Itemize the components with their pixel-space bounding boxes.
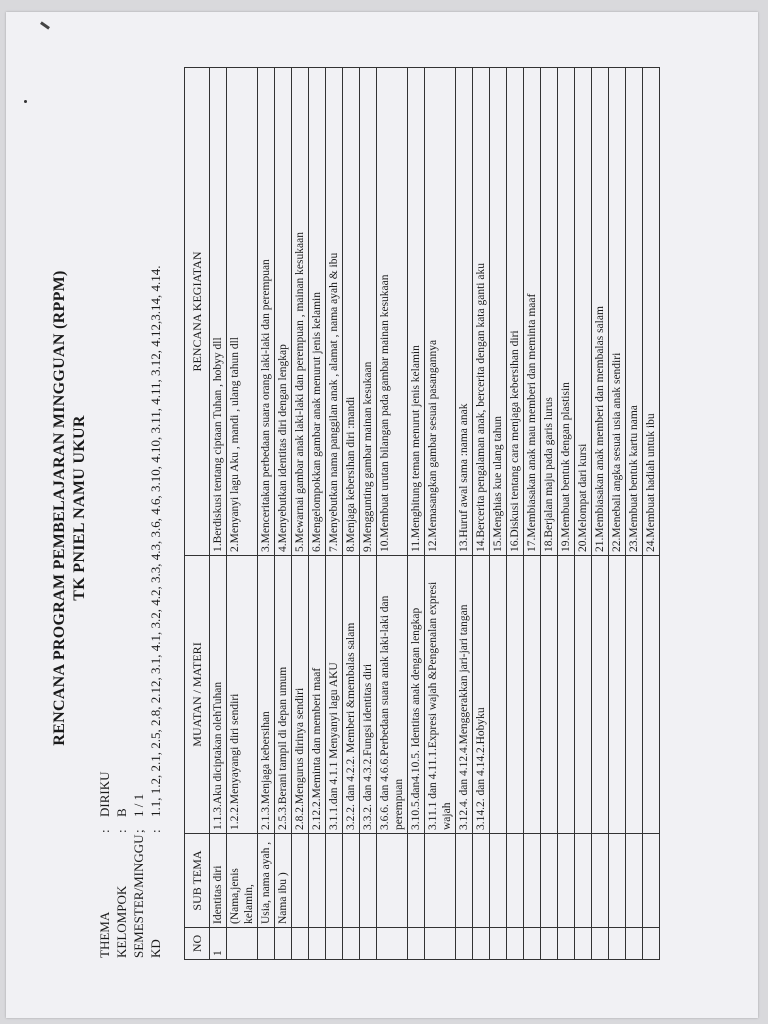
table-row [490, 68, 507, 960]
header-sub-tema: SUB TEMA [185, 834, 210, 928]
table-row [456, 68, 473, 960]
table-row [343, 68, 360, 960]
cell-sub-tema: Usia, nama ayah , [258, 834, 275, 928]
table-row [227, 68, 258, 960]
cell-muatan: 1.2.2.Menyayangi diri sendiri [227, 556, 258, 834]
table-row [541, 68, 558, 960]
cell-no [377, 928, 408, 960]
table-row [473, 68, 490, 960]
cell-sub-tema [490, 834, 507, 928]
cell-kegiatan: 1.Berdiskusi tentang ciptaan Tuhan , hobyy dll [210, 68, 227, 556]
cell-sub-tema [408, 834, 425, 928]
meta-val: DIRIKU [97, 771, 112, 817]
table-row [575, 68, 592, 960]
cell-sub-tema [326, 834, 343, 928]
cell-muatan: 1.1.3.Aku diciptakan olehTuhan [210, 556, 227, 834]
cell-no [456, 928, 473, 960]
cell-sub-tema [473, 834, 490, 928]
header-rencana-kegiatan: RENCANA KEGIATAN [185, 68, 210, 556]
cell-sub-tema [309, 834, 326, 928]
cell-sub-tema [524, 834, 541, 928]
cell-kegiatan: 11.Menghitung teman menurut jenis kelamin [408, 68, 425, 556]
cell-kegiatan: 13.Huruf awal sama :nama anak [456, 68, 473, 556]
meta-sep: : [97, 829, 112, 833]
cell-kegiatan: 4.Menyebutkan identitas diri dengan lengkap [275, 68, 292, 556]
table-row [408, 68, 425, 960]
cell-no [592, 928, 609, 960]
cell-no [626, 928, 643, 960]
meta-row [96, 58, 113, 958]
cell-sub-tema [541, 834, 558, 928]
meta-key: KD [148, 939, 163, 958]
table-row [258, 68, 275, 960]
meta-info [96, 58, 164, 958]
cell-muatan [541, 556, 558, 834]
table-row [643, 68, 660, 960]
header-muatan-materi: MUATAN / MATERI [185, 556, 210, 834]
cell-sub-tema [377, 834, 408, 928]
cell-no [609, 928, 626, 960]
cell-no [575, 928, 592, 960]
school-name: TK PNIEL NAMU UKUR [71, 415, 88, 601]
cell-no [227, 928, 258, 960]
cell-sub-tema [609, 834, 626, 928]
cell-muatan: 3.11.1 dan 4.11.1.Expresi wajah &Pengenalan expresi wajah [425, 556, 456, 834]
cell-sub-tema [292, 834, 309, 928]
cell-muatan [626, 556, 643, 834]
cell-sub-tema [456, 834, 473, 928]
meta-sep: ; [131, 829, 146, 833]
cell-no [490, 928, 507, 960]
table-row [425, 68, 456, 960]
cell-kegiatan: 16.Diskusi tentang cara menjaga kebersihan diri [507, 68, 524, 556]
cell-muatan [575, 556, 592, 834]
cell-kegiatan: 10.Membuat urutan bilangan pada gambar mainan kesukaan [377, 68, 408, 556]
cell-kegiatan: 18.Berjalan maju pada garis lurus [541, 68, 558, 556]
table-row [292, 68, 309, 960]
table-row [377, 68, 408, 960]
meta-sep: : [148, 829, 163, 833]
meta-key: SEMESTER/MINGGU [131, 834, 146, 958]
cell-muatan [558, 556, 575, 834]
cell-no [473, 928, 490, 960]
meta-sep: : [114, 829, 129, 833]
document-page [6, 12, 758, 1018]
meta-val: 1 / 1 [131, 793, 146, 817]
cell-sub-tema [343, 834, 360, 928]
cell-kegiatan: 23.Membuat bentuk kartu nama [626, 68, 643, 556]
cell-muatan [507, 556, 524, 834]
meta-row [147, 58, 164, 958]
cell-sub-tema [626, 834, 643, 928]
cell-no: 1 [210, 928, 227, 960]
cell-muatan: 3.10.5.dan4.10.5. Identitas anak dengan lengkap [408, 556, 425, 834]
cell-sub-tema [507, 834, 524, 928]
table-row [592, 68, 609, 960]
cell-muatan: 3.12.4. dan 4.12.4.Menggerakkan jari-jari tangan [456, 556, 473, 834]
table-row [558, 68, 575, 960]
cell-muatan: 2.1.3.Menjaga kebersihan [258, 556, 275, 834]
cell-kegiatan: 2.Menyanyi lagu Aku , mandi , ulang tahun dll [227, 68, 258, 556]
meta-val: 1.1, 1.2, 2.1, 2.5, 2.8, 2.12, 3.1, 4.1, 3.2, 4.2, 3.3, 4.3, 3.6, 4.6, 3.10, 4.10, 3.11, 4.11, 3.12, 4.12,3.14, 4.14. [148, 265, 163, 817]
cell-muatan [490, 556, 507, 834]
cell-sub-tema [425, 834, 456, 928]
cell-sub-tema [558, 834, 575, 928]
cell-sub-tema: (Nama,jenis kelamin, [227, 834, 258, 928]
cell-sub-tema [360, 834, 377, 928]
cell-muatan: 3.6.6. dan 4.6.6.Perbedaan suara anak laki-laki dan perempuan [377, 556, 408, 834]
table-row [609, 68, 626, 960]
meta-val: B [114, 808, 129, 817]
table-row [326, 68, 343, 960]
cell-no [326, 928, 343, 960]
cell-sub-tema [575, 834, 592, 928]
cell-no [408, 928, 425, 960]
cell-no [360, 928, 377, 960]
cell-kegiatan: 5.Mewarnai gambar anak laki-laki dan perempuan , mainan kesukaan [292, 68, 309, 556]
cell-kegiatan: 22.Menebali angka sesuai usia anak sendiri [609, 68, 626, 556]
cell-muatan [592, 556, 609, 834]
meta-row [113, 58, 130, 958]
rotated-content [6, 12, 758, 1018]
cell-kegiatan: 3.Menceritakan perbedaan suara orang laki-laki dan perempuan [258, 68, 275, 556]
table-row [507, 68, 524, 960]
cell-muatan: 3.3.2. dan 4.3.2.Fungsi identitas diri [360, 556, 377, 834]
meta-row [130, 58, 147, 958]
table-row [524, 68, 541, 960]
cell-kegiatan: 8.Menjaga kebersihan diri :mandi [343, 68, 360, 556]
table-row [210, 68, 227, 960]
meta-key: THEMA [97, 911, 112, 958]
cell-muatan [609, 556, 626, 834]
meta-key: KELOMPOK [114, 885, 129, 958]
cell-no [309, 928, 326, 960]
cell-no [643, 928, 660, 960]
cell-kegiatan: 20.Melompat dari kursi [575, 68, 592, 556]
cell-no [258, 928, 275, 960]
cell-kegiatan: 15.Menghias kue ulang tahun [490, 68, 507, 556]
table-header-row [185, 68, 210, 960]
cell-sub-tema: Nama ibu ) [275, 834, 292, 928]
cell-no [425, 928, 456, 960]
cell-muatan [524, 556, 541, 834]
cell-kegiatan: 17.Membiasakan anak mau memberi dan meminta maaf [524, 68, 541, 556]
cell-no [343, 928, 360, 960]
cell-kegiatan: 7.Menyebutkan nama panggilan anak , alamat , nama ayah & ibu [326, 68, 343, 556]
cell-muatan: 3.1.1.dan 4.1.1 Menyanyi lagu AKU [326, 556, 343, 834]
cell-no [541, 928, 558, 960]
cell-muatan: 2.8.2.Mengurus dirinya sendiri [292, 556, 309, 834]
cell-sub-tema [643, 834, 660, 928]
cell-kegiatan: 24.Membuat hadiah untuk ibu [643, 68, 660, 556]
header-no: NO [185, 928, 210, 960]
table-row [626, 68, 643, 960]
cell-no [524, 928, 541, 960]
cell-no [275, 928, 292, 960]
cell-kegiatan: 19.Membuat bentuk dengan plastisin [558, 68, 575, 556]
cell-kegiatan: 14.Bercerita pengalaman anak, bercerita dengan kata ganti aku [473, 68, 490, 556]
cell-sub-tema: Identitas diri [210, 834, 227, 928]
rppm-table [184, 67, 660, 960]
cell-kegiatan: 9.Menggunting gambar mainan kesukaan [360, 68, 377, 556]
table-row [275, 68, 292, 960]
cell-muatan: 3.2.2. dan 4.2.2. Memberi &membalas salam [343, 556, 360, 834]
cell-kegiatan: 21.Membiasakan anak memberi dan membalas salam [592, 68, 609, 556]
cell-muatan: 2.5.3.Berani tampil di depan umum [275, 556, 292, 834]
table-row [360, 68, 377, 960]
cell-muatan: 2.12.2.Meminta dan memberi maaf [309, 556, 326, 834]
cell-kegiatan: 6.Mengelompokkan gambar anak menurut jenis kelamin [309, 68, 326, 556]
cell-no [558, 928, 575, 960]
header-block [50, 58, 164, 958]
cell-sub-tema [592, 834, 609, 928]
table-body [210, 68, 660, 960]
cell-muatan: 3.14.2. dan 4.14.2.Hobyku [473, 556, 490, 834]
cell-kegiatan: 12.Memasangkan gambar sesuai pasangannya [425, 68, 456, 556]
cell-no [507, 928, 524, 960]
cell-no [292, 928, 309, 960]
cell-muatan [643, 556, 660, 834]
table-row [309, 68, 326, 960]
document-title: RENCANA PROGRAM PEMBELAJARAN MINGGUAN (RPPM) [51, 270, 68, 746]
